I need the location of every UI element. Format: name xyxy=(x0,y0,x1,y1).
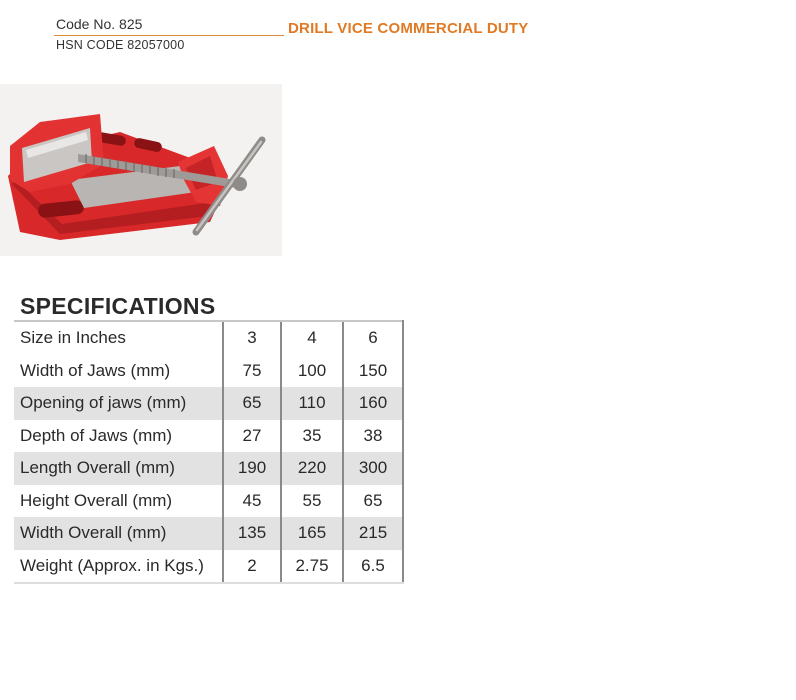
value-size-4: 100 xyxy=(281,355,343,388)
value-size-6: 6 xyxy=(343,321,403,355)
value-size-3: 3 xyxy=(223,321,281,355)
value-size-3: 190 xyxy=(223,452,281,485)
value-size-4: 110 xyxy=(281,387,343,420)
product-title: DRILL VICE COMMERCIAL DUTY xyxy=(288,20,529,37)
specifications-heading: SPECIFICATIONS xyxy=(20,293,216,319)
value-size-4: 4 xyxy=(281,321,343,355)
hsn-code: HSN CODE 82057000 xyxy=(56,38,185,52)
row-label: Width Overall (mm) xyxy=(14,517,223,550)
drill-vice-illustration xyxy=(0,84,282,256)
row-label: Weight (Approx. in Kgs.) xyxy=(14,550,223,584)
value-size-4: 220 xyxy=(281,452,343,485)
value-size-6: 65 xyxy=(343,485,403,518)
value-size-3: 75 xyxy=(223,355,281,388)
table-row xyxy=(14,321,403,355)
row-label: Depth of Jaws (mm) xyxy=(20,425,173,445)
specifications-table xyxy=(14,320,404,584)
table-row xyxy=(14,355,403,388)
header-rule xyxy=(54,35,284,36)
value-size-3: 2 xyxy=(223,550,281,584)
value-size-4: 35 xyxy=(281,420,343,453)
table-row xyxy=(14,420,403,453)
table-row xyxy=(14,550,403,584)
row-label: Size in Inches xyxy=(14,321,223,355)
value-size-6: 215 xyxy=(343,517,403,550)
row-label: Width of Jaws (mm) xyxy=(20,360,171,380)
table-row xyxy=(14,452,403,485)
row-label: Opening of jaws (mm) xyxy=(14,387,223,420)
value-size-6: 300 xyxy=(343,452,403,485)
value-size-6: 38 xyxy=(343,420,403,453)
table-row xyxy=(14,387,403,420)
code-number: Code No. 825 xyxy=(56,16,143,32)
value-size-6: 160 xyxy=(343,387,403,420)
value-size-4: 165 xyxy=(281,517,343,550)
value-size-3: 135 xyxy=(223,517,281,550)
value-size-6: 150 xyxy=(343,355,403,388)
table-row xyxy=(14,517,403,550)
value-size-4: 55 xyxy=(281,485,343,518)
table-row xyxy=(14,485,403,518)
value-size-3: 27 xyxy=(223,420,281,453)
value-size-3: 65 xyxy=(223,387,281,420)
row-label: Length Overall (mm) xyxy=(14,452,223,485)
product-image xyxy=(0,84,282,256)
row-label: Height Overall (mm) xyxy=(20,490,173,510)
value-size-4: 2.75 xyxy=(281,550,343,584)
value-size-3: 45 xyxy=(223,485,281,518)
value-size-6: 6.5 xyxy=(343,550,403,584)
